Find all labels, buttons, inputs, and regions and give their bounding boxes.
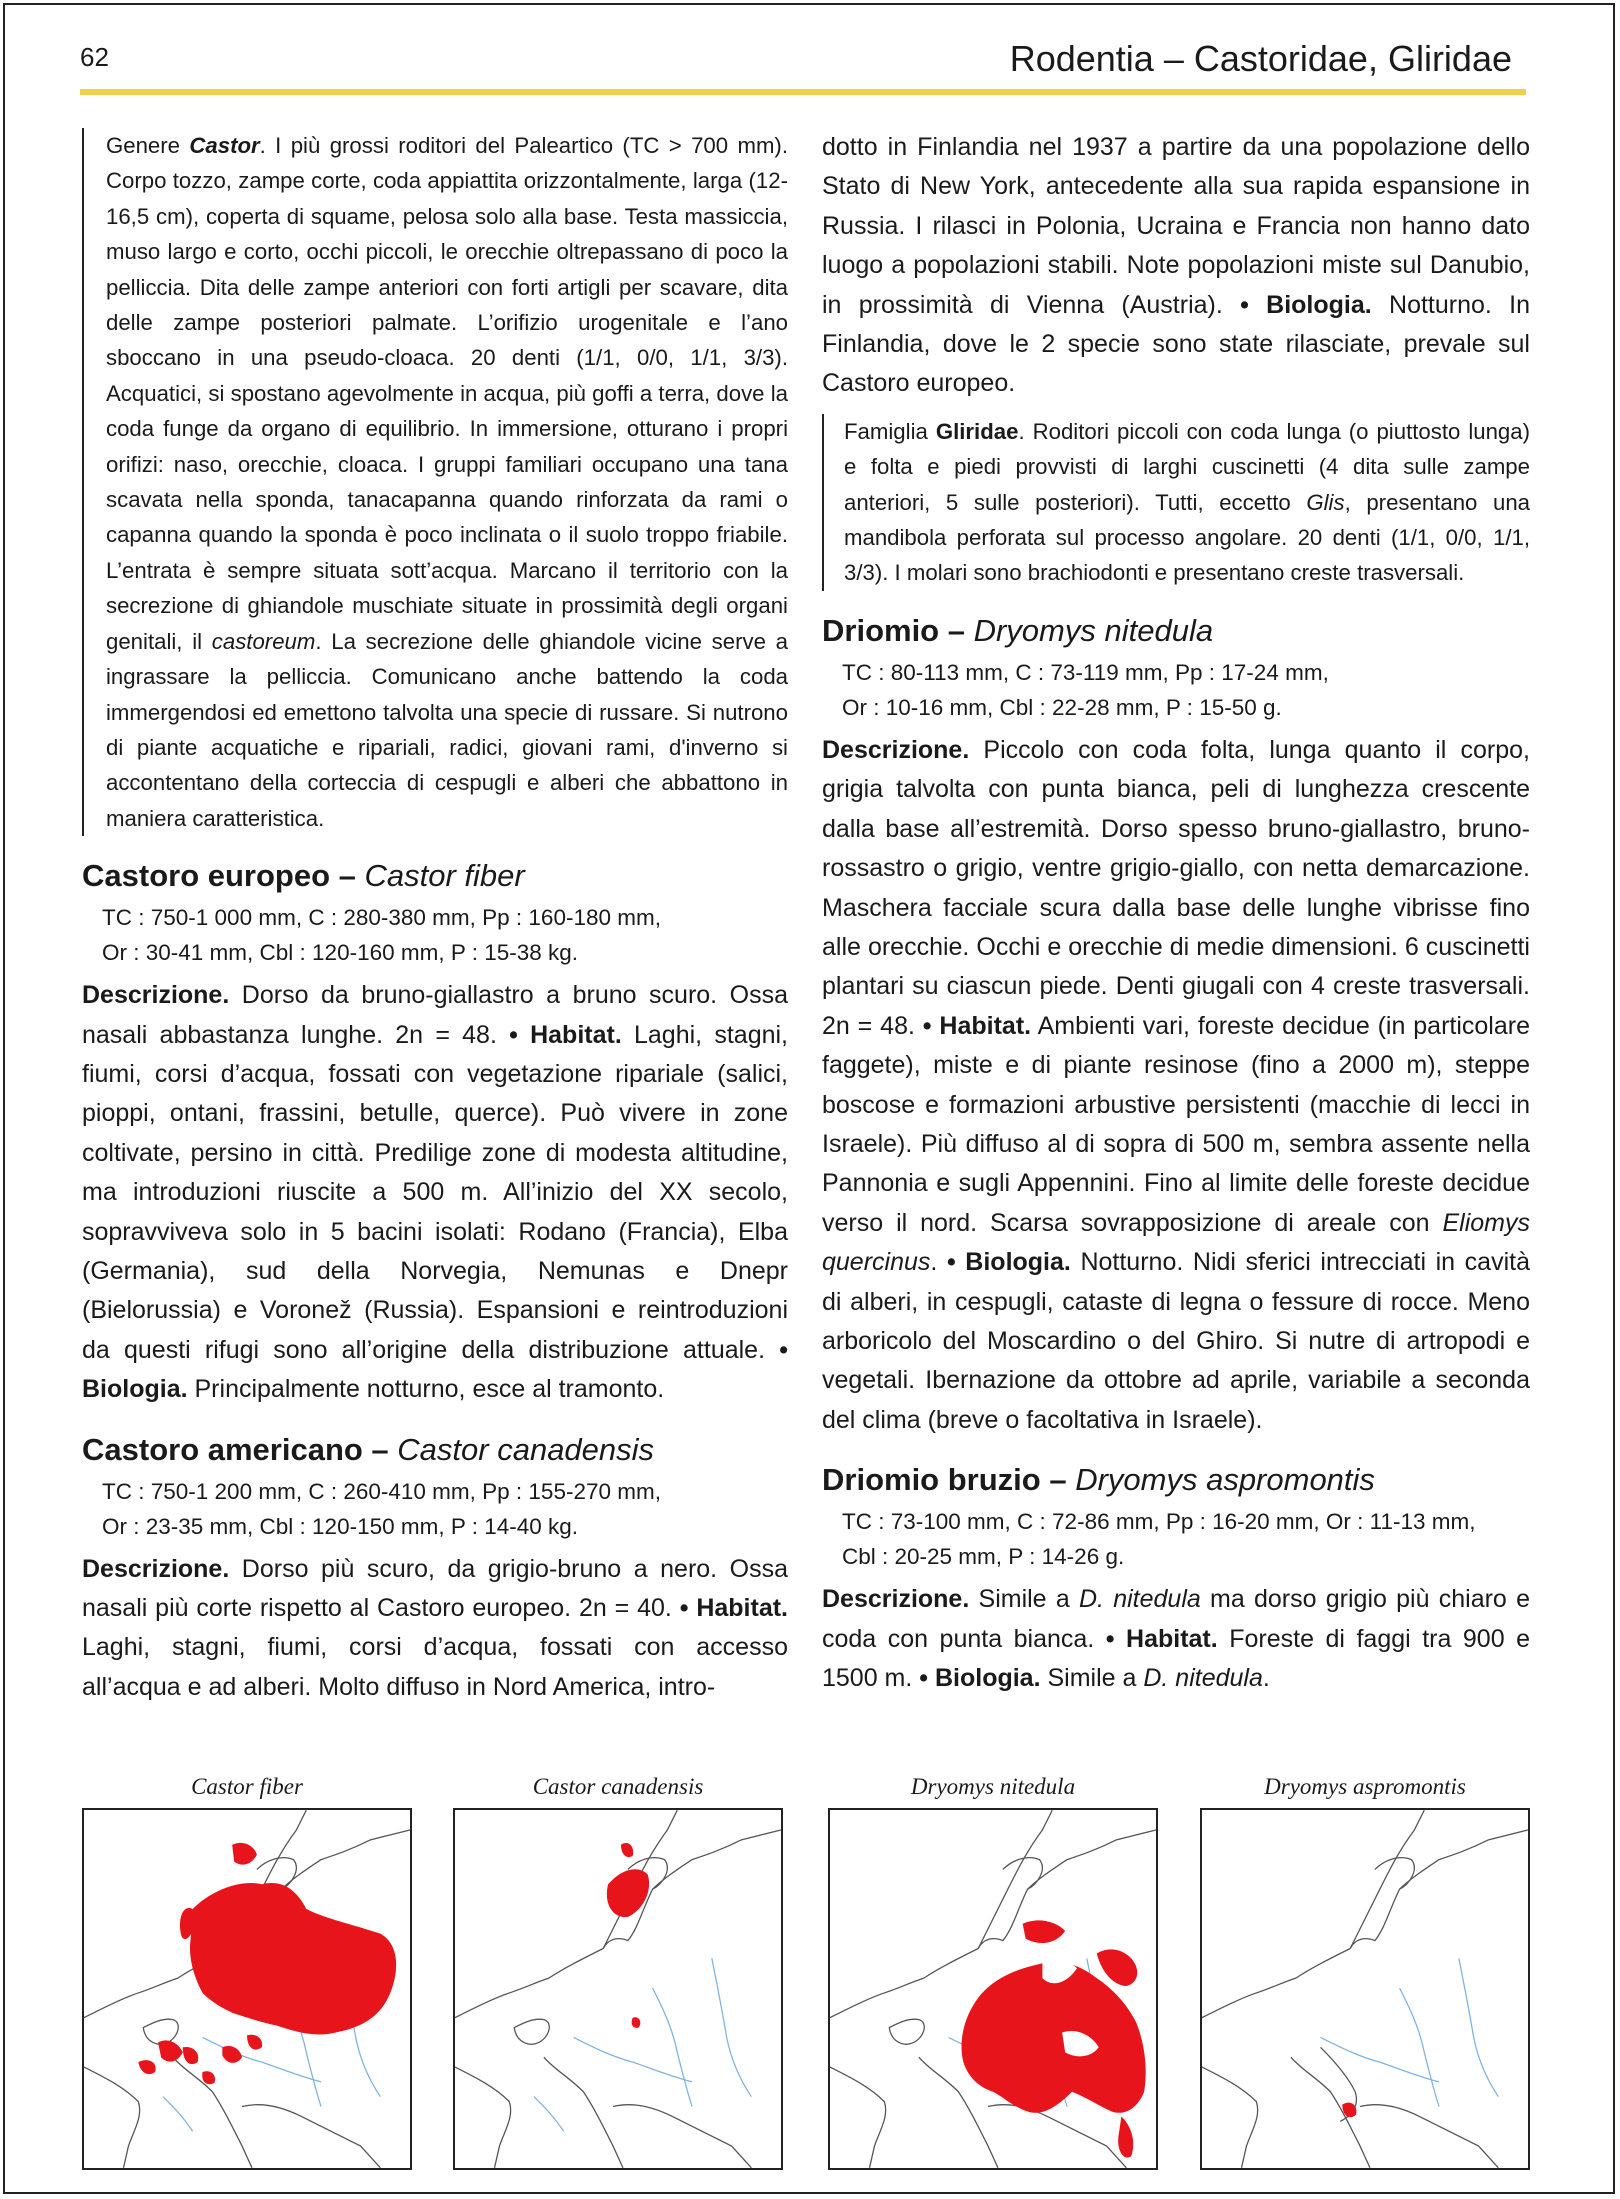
heading-dryomys-aspromontis: [822, 1462, 1530, 1498]
biology-text: Notturno. Nidi sferici intrecciati in cavità di alberi, in cespugli, cataste di legna o fessure di rocce. Meno arboricolo del Moscardino o del Ghiro. Si nutre di artropodi e vegetali. Ibernazione da ottobre ad aprile, variabile a seconda del clima (breve o facoltativa in Israele).: [822, 1248, 1530, 1434]
latin-name: Castor canadensis: [397, 1431, 655, 1467]
latin-name: Dryomys aspromontis: [1075, 1462, 1375, 1498]
desc-label: Descrizione.: [82, 1554, 230, 1583]
distribution-maps: [82, 1772, 1530, 2172]
running-title: Rodentia – Castoridae, Gliridae: [1009, 38, 1512, 79]
habitat-label: • Habitat.: [922, 1011, 1032, 1040]
text-dryomys-nitedula: [822, 731, 1530, 1440]
measurements-line-2: Or : 10-16 mm, Cbl : 22-28 mm, P : 15-50 g.: [842, 694, 1282, 720]
latin-name: Castor fiber: [364, 858, 525, 894]
latin-name: Dryomys nitedula: [973, 612, 1214, 648]
range-dryomys-nitedula: [962, 1920, 1146, 2157]
habitat-text-b: .: [930, 1248, 947, 1277]
map-caption: Dryomys nitedula: [910, 1774, 1076, 1799]
desc-text: Dorso più scuro, da grigio-bruno a nero. Ossa nasali più corte rispetto al Castoro europeo. 2n = 40.: [82, 1554, 788, 1622]
common-name: Driomio bruzio –: [822, 1462, 1076, 1498]
measurements-dryomys-nitedula: [822, 655, 1530, 725]
map-europe-castor-fiber: [82, 1808, 412, 2170]
family-gliridae-intro: [822, 414, 1530, 591]
measurements-line-1: TC : 73-100 mm, C : 72-86 mm, Pp : 16-20 mm, Or : 11-13 mm,: [842, 1509, 1476, 1535]
measurements-line-2: Cbl : 20-25 mm, P : 14-26 g.: [842, 1544, 1125, 1570]
right-column: [822, 128, 1530, 1698]
heading-dryomys-nitedula: [822, 613, 1530, 649]
family-text-a: . Roditori piccoli con coda lunga (o piuttosto lunga) e folta e piedi provvisti di larghi cuscinetti (4 dita sulle zampe anteriori, 5 sulle posteriori). Tutti, eccetto: [844, 418, 1530, 515]
left-column: [82, 128, 788, 1707]
biology-text-b: .: [1262, 1664, 1270, 1692]
desc-label: Descrizione.: [822, 735, 970, 764]
genus-name: Castor: [189, 133, 260, 158]
desc-text-a: Simile a: [969, 1585, 1079, 1614]
habitat-text: Laghi, stagni, fiumi, corsi d’acqua, fossati con vegetazione ripariale (salici, pioppi, ontani, frassini, betulle, querce). Può vivere in zone coltivate, persino in città. Predilige zone di modesta altitudine, ma introduzioni riuscite a 500 m. All’inizio del XX secolo, sopravviveva solo in 5 bacini isolati: Rodano (Francia), Elba (Germania), sud della Norvegia, Nemunas e Dnepr (Bielorussia) e Voronež (Russia). Espansioni e reintroduzioni da questi rifugi sono all’origine della distribuzione attuale.: [82, 1020, 789, 1364]
continued-text: dotto in Finlandia nel 1937 a partire da una popolazione dello Stato di New York, antecedente alla sua rapida espansione in Russia. I rilasci in Polonia, Ucraina e Francia non hanno dato luogo a popolazioni stabili. Note popolazioni miste sul Danubio, in prossimità di Vienna (Austria).: [822, 133, 1530, 319]
biology-text: Notturno. In Finlandia, dove le 2 specie sono state rilasciate, prevale sul Castoro europeo.: [822, 290, 1530, 398]
biology-label: • Biologia.: [82, 1335, 788, 1404]
map-europe-dryomys-nitedula: [828, 1808, 1158, 2170]
text-canadensis-continued: [822, 128, 1530, 404]
family-name: Gliridae: [935, 418, 1019, 444]
map-dryomys-nitedula: [828, 1772, 1158, 2170]
measurements-castor-canadensis: [82, 1474, 788, 1544]
common-name: Castoro europeo –: [82, 858, 365, 894]
measurements-line-1: TC : 750-1 200 mm, C : 260-410 mm, Pp : 155-270 mm,: [102, 1478, 661, 1504]
map-castor-fiber: [82, 1772, 412, 2170]
habitat-label: • Habitat.: [679, 1594, 788, 1622]
desc-label: Descrizione.: [82, 981, 230, 1010]
map-caption: Castor canadensis: [532, 1774, 704, 1799]
desc-text-b: ma dorso grigio più chiaro e coda con punta bianca.: [822, 1585, 1530, 1653]
biology-label: • Biologia.: [946, 1248, 1071, 1277]
map-europe-dryomys-aspromontis: [1200, 1808, 1530, 2170]
habitat-label: • Habitat.: [1105, 1624, 1218, 1653]
measurements-dryomys-aspromontis: [822, 1504, 1530, 1574]
page-number: 62: [80, 42, 109, 72]
desc-text: Dorso da bruno-giallastro a bruno scuro. Ossa nasali abbastanza lunghe. 2n = 48.: [82, 981, 788, 1049]
biology-label: • Biologia.: [1240, 290, 1372, 319]
common-name: Castoro americano –: [82, 1431, 398, 1467]
map-castor-canadensis: [453, 1772, 783, 2170]
map-caption: Dryomys aspromontis: [1264, 1774, 1466, 1799]
measurements-line-1: TC : 80-113 mm, C : 73-119 mm, Pp : 17-24 mm,: [842, 659, 1329, 685]
biology-text-a: Simile a: [1040, 1664, 1144, 1692]
header-rule: [80, 89, 1526, 95]
castoreum-term: castoreum: [211, 628, 316, 654]
family-prefix: Famiglia: [844, 418, 936, 444]
dnitedula-term: D. nitedula: [1078, 1585, 1201, 1614]
eliomys-term: Eliomys quercinus: [822, 1208, 1530, 1277]
habitat-label: • Habitat.: [509, 1020, 622, 1049]
habitat-text: Laghi, stagni, fiumi, corsi d’acqua, fossati con accesso all’acqua e ad alberi. Molto diffuso in Nord America, intro-: [82, 1633, 788, 1701]
measurements-castor-fiber: [82, 900, 788, 970]
genus-prefix: Genere: [106, 133, 190, 158]
text-castor-fiber: [82, 976, 788, 1409]
map-dryomys-aspromontis: [1200, 1772, 1530, 2170]
genus-text-b: . La secrezione delle ghiandole vicine serve a ingrassare la pelliccia. Comunicano anche battendo la coda immergendosi ed emettono talvolta una specie di russare. Si nutrono di piante acquatiche e ripariali, radici, giovani rami, d'inverno si accontentano della corteccia di cespugli e alberi che abbattono in maniera caratteristica.: [106, 628, 788, 831]
dnitedula-term: D. nitedula: [1143, 1664, 1263, 1692]
heading-castor-canadensis: [82, 1432, 788, 1468]
map-caption: Castor fiber: [191, 1774, 303, 1799]
measurements-line-1: TC : 750-1 000 mm, C : 280-380 mm, Pp : 160-180 mm,: [102, 905, 661, 931]
text-dryomys-aspromontis: [822, 1580, 1530, 1698]
desc-label: Descrizione.: [822, 1585, 970, 1614]
habitat-text: Foreste di faggi tra 900 e 1500 m.: [822, 1624, 1531, 1692]
biology-text: Principalmente notturno, esce al tramonto.: [187, 1375, 665, 1404]
map-europe-castor-canadensis: [453, 1808, 783, 2170]
desc-text: Piccolo con coda folta, lunga quanto il corpo, grigia talvolta con punta bianca, peli di lunghezza crescente dalla base all’estremità. Dorso spesso bruno-giallastro, bruno-rossastro o grigio, ventre grigio-giallo, con netta demarcazione. Maschera facciale scura dalla base delle lunghe vibrisse fino alle orecchie. Occhi e orecchie di medie dimensioni. 6 cuscinetti plantari su ciascun piede. Denti giugali con 4 creste trasversali. 2n = 48.: [822, 735, 1530, 1040]
glis-term: Glis: [1306, 489, 1345, 515]
common-name: Driomio –: [822, 612, 974, 648]
family-text-b: , presentano una mandibola perforata sul processo angolare. 20 denti (1/1, 0/0, 1/1, 3/3). I molari sono brachiodonti e presentano creste trasversali.: [844, 489, 1530, 586]
biology-label: • Biologia.: [919, 1664, 1041, 1692]
genus-castor-intro: [82, 128, 788, 836]
heading-castor-fiber: [82, 858, 788, 894]
habitat-text-a: Ambienti vari, foreste decidue (in particolare faggete), miste e di piante resinose (fino a 2000 m), steppe boscose e formazioni arbustive persistenti (macchie di lecci in Israele). Più diffuso al di sopra di 500 m, sembra assente nella Pannonia e sugli Appennini. Fino al limite delle foreste decidue verso il nord. Scarsa sovrapposizione di areale con: [822, 1011, 1530, 1237]
measurements-line-2: Or : 23-35 mm, Cbl : 120-150 mm, P : 14-40 kg.: [102, 1513, 579, 1539]
measurements-line-2: Or : 30-41 mm, Cbl : 120-160 mm, P : 15-38 kg.: [102, 940, 579, 966]
genus-text-a: . I più grossi roditori del Paleartico (TC > 700 mm). Corpo tozzo, zampe corte, coda appiattita orizzontalmente, larga (12-16,5 cm), coperta di squame, pelosa solo alla base. Testa massiccia, muso largo e corto, occhi piccoli, le orecchie oltrepassano di poco la pelliccia. Dita delle zampe anteriori con forti artigli per scavare, dita delle zampe posteriori palmate. L’orifizio urogenitale e l’ano sboccano in una pseudo-cloaca. 20 denti (1/1, 0/0, 1/1, 3/3). Acquatici, si spostano agevolmente in acqua, più goffi a terra, dove la coda funge da organo di equilibrio. In immersione, otturano i propri orifizi: naso, orecchie, cloaca. I gruppi familiari occupano una tana scavata nella sponda, tanacapanna quando rinforzata da rami o capanna quando la sponda è poco inclinata o il suolo troppo friabile. L’entrata è sempre situata sott’acqua. Marcano il territorio con la secrezione di ghiandole muschiate situate in prossimità degli organi genitali, il: [106, 133, 788, 654]
text-castor-canadensis: [82, 1550, 788, 1708]
